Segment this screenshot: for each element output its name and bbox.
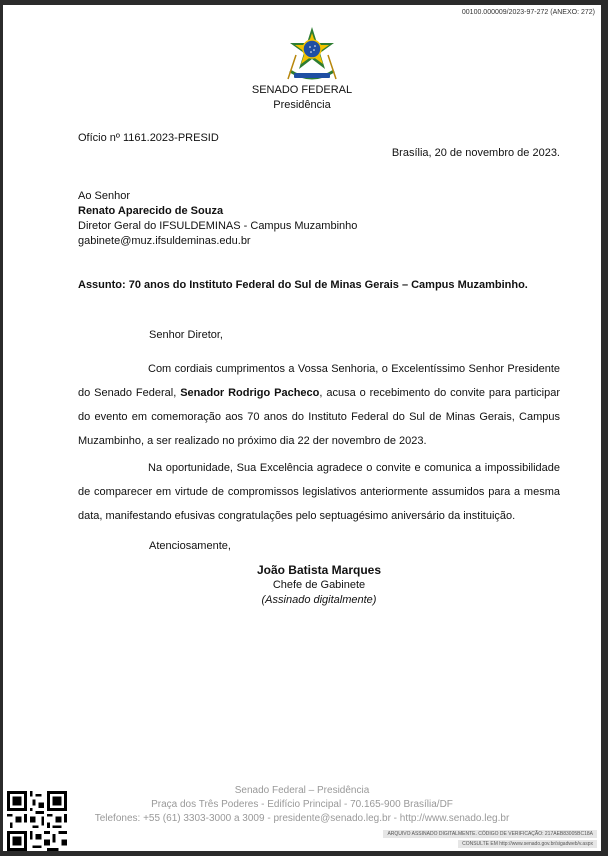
body-paragraph-2: Na oportunidade, Sua Excelência agradece o convite e comunica a impossibilidade de comparecer em virtude de compromissos legislativos anteriormente assumidos para a mesma data, manifestando efusivas congratulações pelo septuagésimo aniversário da instituição. [78,462,560,522]
recipient-salutation: Ao Senhor [78,190,130,202]
protocol-number: 00100.000009/2023-97-272 (ANEXO: 272) [461,9,595,16]
letter-greeting: Senhor Diretor, [149,329,223,341]
letter-subject: Assunto: 70 anos do Instituto Federal do Sul de Minas Gerais – Campus Muzambinho. [78,279,528,291]
verification-stamp: CONSULTE EM http://www.senado.gov.br/sigadweb/v.aspx [458,840,597,848]
letter-date: Brasília, 20 de novembro de 2023. [391,147,560,159]
senator-name: Senador Rodrigo Pacheco [180,387,320,399]
recipient-email: gabinete@muz.ifsuldeminas.edu.br [78,235,251,247]
digital-signature-stamp: ARQUIVO ASSINADO DIGITALMENTE. CÓDIGO DE VERIFICAÇÃO: 217AEB83005BC18A [383,830,597,838]
footer-contacts: Telefones: +55 (61) 3303-3000 a 3009 - presidente@senado.leg.br - http://www.senado.leg.br [94,813,510,824]
qr-code-icon [7,791,67,851]
org-department: Presidência [273,99,331,111]
document-page [3,5,601,851]
closing: Atenciosamente, [149,540,231,552]
coat-of-arms-icon [286,25,338,85]
signer-role: Chefe de Gabinete [272,579,366,591]
oficio-number: Ofício nº 1161.2023-PRESID [78,132,219,144]
footer-address: Praça dos Três Poderes - Edifício Principal - 70.165-900 Brasília/DF [151,799,453,810]
recipient-role: Diretor Geral do IFSULDEMINAS - Campus Muzambinho [78,220,358,232]
body-paragraph-1: Com cordiais cumprimentos a Vossa Senhoria, o Excelentíssimo Senhor Presidente do Senado Federal, Senador Rodrigo Pacheco, acusa o recebimento do convite para participar do evento em comemoração aos 70 anos do Instituto Federal do Sul de Minas Gerais, Campus Muzambinho, a ser realizado no próximo dia 22 der novembro de 2023. [78,363,561,447]
footer-org: Senado Federal – Presidência [234,785,370,796]
org-name: SENADO FEDERAL [251,84,353,96]
recipient-name: Renato Aparecido de Souza [78,205,224,217]
signer-name: João Batista Marques [256,563,382,577]
signed-note: (Assinado digitalmente) [261,594,377,606]
